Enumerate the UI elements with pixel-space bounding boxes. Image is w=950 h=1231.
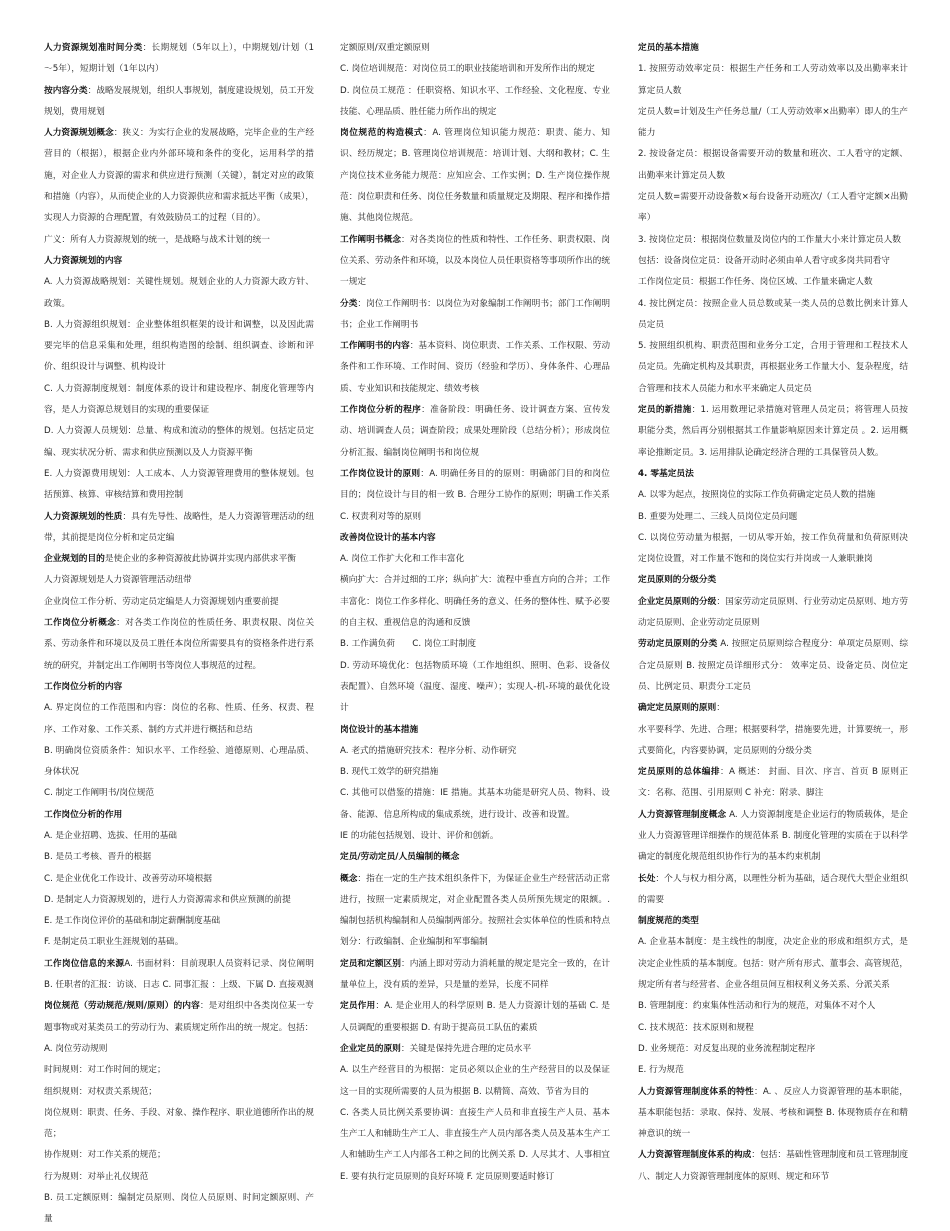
paragraph [44,805,314,826]
body-text: B. 重要为处理二、三线人员岗位定员问题 [638,511,798,522]
paragraph [44,1060,314,1081]
body-text: D. 劳动环境优化：包括物质环境（工作地组织、照明、色彩、设备仪表配置）、自然环境（温度、湿度、噪声）；实现人-机-环境的最优化设计 [340,660,610,714]
body-text: ：A. 是企业用人的科学原则 B. 是人力资源计划的基础 C. 是人员调配的重要根据 D. 有助于提高员工队伍的素质 [340,1001,610,1033]
paragraph [638,400,908,464]
paragraph [44,890,314,911]
body-text: ： [716,703,725,714]
body-text: A. 按照定员原则综合程度分：单项定员原则、综合定员原则 B. 按照定员详细形式分： 效率定员、设备定员、岗位定员、比例定员、职责分工定员 [638,639,909,692]
body-text: A. 企业基本制度：是主线性的制度，决定企业的形成和组织方式，是决定企业性质的基本制度。包括：财产所有形式、董事会、高管规范，规定所有者与经营者、企业各组员间互相权利义务关系、分派关系 [638,937,908,991]
bold-heading: 分类 [340,298,358,309]
paragraph [44,911,314,932]
paragraph [638,911,908,932]
body-text: E. 是工作岗位评价的基础和制定薪酬制度基础 [44,916,221,927]
body-text: A. 岗位工作扩大化和工作丰富化 [340,554,465,565]
paragraph [44,613,314,677]
paragraph [340,996,610,1039]
bold-heading: 工作岗位设计的原则 [340,468,421,479]
body-text: 定员人数=需要开动设备数×每台设备开动班次/（工人看守定额×出勤率） [638,192,908,224]
body-text: B. 现代工效学的研究措施 [340,767,439,778]
bold-heading: 长处 [638,873,656,884]
body-text: ：A 概述： 封面、目次、序言、首页 B 原则正文：名称、范围、引用原则 C 补充：附录、脚注 [638,767,909,799]
body-text: A. 人力资源制度是企业运行的物质载体，是企业人力资源管理详细操作的规范体系 B. 制度化管理的实质在于以科学确定的制度化规范组织协作行为的基本约束机制 [638,809,908,863]
paragraph [44,507,314,550]
body-text: E. 行为规范 [638,1065,684,1076]
paragraph [44,698,314,741]
paragraph [638,720,908,763]
bold-heading: 人力资源管理制度概念 [638,809,727,820]
paragraph [44,464,314,507]
body-text: ：是对组织中各类岗位某一专题事物或对某类员工的劳动行为、素质规定所作出的统一规定。包括： [44,1001,314,1033]
paragraph [340,59,610,80]
paragraph [44,570,314,591]
bold-heading: 工作岗位分析的作用 [44,809,123,820]
body-text: 广义：所有人力资源规划的统一，是战略与战术计划的统一 [44,234,270,245]
body-text: C. 以岗位劳动量为根据，一切从零开始，按工作负荷量和负荷原则决定岗位设置，对工作量不饱和的岗位实行并岗或一人兼职兼岗 [638,532,908,565]
bold-heading: 定员原则的总体编排 [638,767,720,778]
body-text: B. 管理制度：约束集体性活动和行为的规范，对集体不对个人 [638,1001,876,1012]
bold-heading: 概念 [340,873,358,884]
paragraph [340,464,610,528]
paragraph [638,528,908,571]
paragraph [340,762,610,783]
paragraph [340,847,610,868]
body-text: ：狭义：为实行企业的发展战略，完毕企业的生产经营目的（根据），根据企业内外部环境和条件的变化，运用科学的措施，对企业人力资源的需求和供应进行预测（关键），制定对应的政策和措施（内容），从而使企业的人力资源供应和需求抵达平衡（成果），实现人力资源的合理配置，有效鼓励员工的过程（目的）。 [44,128,315,224]
paragraph [638,38,908,59]
body-text: C. 是企业优化工作设计、改善劳动环境根据 [44,873,212,884]
body-text: ：个人与权力相分离，以理性分析为基础，适合现代大型企业组织的需要 [638,873,909,905]
bold-heading: 劳动定员原则的分类 [638,639,718,650]
bold-heading: 人力资源管理制度体系的特性 [638,1086,754,1097]
body-text: A. 以生产经营目的为根据：定员必须以企业的生产经营目的以及保证这一目的实现所需要的人员为根据 B. 以精简、高效、节省为目的 [340,1065,610,1097]
body-text: 横向扩大：合并过细的工序；纵向扩大：流程中垂直方向的合并；工作丰富化：岗位工作多样化、明确任务的意义、任务的整体性、赋予必要的自主权、重视信息的沟通和反馈 [340,575,610,629]
bold-heading: 定员的新措施 [638,405,692,416]
body-text: B. 明确岗位资质条件：知识水平、工作经验、道德原则、心理品质、身体状况 [44,745,314,778]
body-text: 水平要科学、先进、合理；根据要科学，措施要先进，计算要统一，形式要简化，内容要协调，定员原则的分级分类 [638,724,908,756]
paragraph [340,869,610,954]
body-text: 岗位规则：职责、任务、手段、对象、操作程序、职业道德所作出的规范； [44,1107,314,1140]
paragraph [44,1082,314,1103]
body-text: 是使企业的多种资源彼此协调并实现内部供求平衡 [104,554,296,565]
bold-heading: 人力资源管理制度体系的构成 [638,1150,752,1161]
body-text: 企业岗位工作分析、劳动定员定编是人力资源规划内重要前提 [44,596,279,607]
body-text: D. 人力资源人员规划：总量、构成和流动的整体的规划。包括定员定编、现实状况分析、需求和供应预测以及人力资源平衡 [44,426,314,458]
paragraph [44,379,314,422]
bold-heading: 工作阐明书的内容 [340,341,410,352]
paragraph [340,123,610,229]
body-text: ：指在一定的生产技术组织条件下，为保证企业生产经营活动正常进行，按照一定素质规定，对企业配置各类人员所预先规定的限额。.编制包括机构编制和人员编制两部分。按照社会实体单位的性质和特点划分：行政编制、企业编制和军事编制 [340,873,611,948]
bold-heading: 企业定员原则的分级 [638,596,717,607]
body-text: 定额原则/双重定额原则 [340,43,430,53]
bold-heading: 人力资源规划准时间分类 [44,43,143,53]
body-text: D. 岗位员工规范 ：任职资格、知识水平、工作经验、文化程度、专业技能、心理品质、胜任能力所作出的规定 [340,85,610,117]
paragraph [44,251,314,272]
paragraph [638,634,908,698]
bold-heading: 按内容分类 [44,85,88,96]
body-text: A. 岗位劳动规则 [44,1043,108,1054]
body-text: C. 岗位培训规范：对岗位员工的职业技能培训和开发所作出的规定 [340,64,595,75]
bold-heading: 企业定员的原则 [340,1043,401,1054]
paragraph [638,698,908,719]
bold-heading: 工作岗位分析的程序 [340,405,422,416]
bold-heading: 工作阐明书概念 [340,234,401,245]
body-text: B. 人力资源组织规划：企业整体组织框架的设计和调整，以及因此需要完毕的信息采集和处理，组织构造图的绘制、组织调查、诊断和评价、组织设计与调整、机构设计 [44,319,314,373]
paragraph [44,1103,314,1146]
paragraph [340,1103,610,1188]
paragraph [638,1145,908,1188]
body-text: ：包括：基础性管理制度和员工管理制度八、制定人力资源管理制度体的原则、规定和环节 [638,1150,909,1182]
body-text: ：准备阶段：明确任务、设计调查方案、宣传发动、培训调查人员；调查阶段；成果处理阶段（总结分析）；形成岗位分析汇报、编制岗位阐明书和岗位规 [340,405,611,458]
body-text: C. 其他可以借鉴的措施：IE 措施。其基本功能是研究人员、物料、设备、能源、信息所构成的集成系统，进行设计、改善和设置。 [340,788,610,820]
paragraph [638,251,908,272]
paragraph [638,1060,908,1081]
paragraph [638,187,908,230]
paragraph [638,762,908,805]
paragraph [638,996,908,1017]
body-text: ：具有先导性、战略性，是人力资源管理活动的纽带，其前提是岗位分析和定员定编 [44,511,315,543]
paragraph [340,230,610,294]
bold-heading: 人力资源规划的性质 [44,511,123,522]
paragraph [340,954,610,997]
paragraph [44,123,314,229]
body-text: D. 是制定人力资源规划的，进行人力资源需求和供应预测的前提 [44,894,291,905]
bold-heading: 定员和定额区别 [340,958,401,969]
paragraph [638,1082,908,1146]
paragraph [44,230,314,251]
body-text: A. 界定岗位的工作范围和内容：岗位的名称、性质、任务、权责、程序、工作对象、工作关系、制约方式并进行概括和总结 [44,703,314,735]
body-text: C. 各类人员比例关系要协调：直接生产人员和非直接生产人员、基本生产工人和辅助生产工人、非直接生产人员内部各类人员及基本生产工人和辅助生产工人内部各工种之间的比例关系 D. 人尽其才、人事相宜 E. 要有执行定员原则的良好环境 F. 定员原则要适时修订 [340,1107,610,1182]
paragraph [638,570,908,591]
body-text: C. 技术规范：技术原则和规程 [638,1022,754,1033]
body-text: F. 是制定员工职业生涯规划的基础。 [44,937,184,948]
paragraph [638,1039,908,1060]
body-text: ：战略发展规划，组织人事规划，制度建设规划，员工开发规划，费用规划 [44,85,315,117]
paragraph [44,1167,314,1188]
body-text: A. 老式的措施研究技术：程序分析、动作研究 [340,745,517,756]
paragraph [638,230,908,251]
bold-heading: 岗位设计的基本措施 [340,724,419,735]
paragraph [340,656,610,720]
paragraph [44,932,314,953]
paragraph [44,1188,314,1231]
body-text: A. 书面材料：目前现职人员资料记录、岗位阐明 B. 任职者的汇报：访谈、日志 C. 同事汇报 ：上级、下属 D. 直接观测 [44,958,314,991]
paragraph [340,1039,610,1060]
paragraph [340,294,610,337]
paragraph [44,783,314,804]
bold-heading: 制度规范的类型 [638,916,699,927]
paragraph [44,315,314,379]
body-text: ：对各类工作岗位的性质任务、职责权限、岗位关系、劳动条件和环境以及员工胜任本岗位所需要具有的资格条件进行系统的研究，并制定出工作阐明书等岗位人事规范的过程。 [44,618,315,671]
bold-heading: 确定定员原则的原则 [638,703,717,714]
body-text: D. 业务规范：对反复出现的业务流程制定程序 [638,1043,816,1054]
paragraph [44,996,314,1039]
body-text: ：基本资料、岗位职责、工作关系、工作权限、劳动条件和工作环境、工作时间、资历（经验和学历）、身体条件、心理品质、专业知识和技能规定、绩效考核 [340,341,611,394]
body-text: 定员人数=计划及生产任务总量/（工人劳动效率×出勤率）即人的生产能力 [638,106,908,139]
paragraph [340,720,610,741]
body-text: ：内涵上即对劳动力消耗量的规定是完全一致的，在计量单位上，没有质的差异，只是量的差异，长度不同样 [340,958,611,991]
paragraph [340,783,610,826]
bold-heading: 工作岗位分析概念 [44,618,117,629]
paragraph [44,847,314,868]
body-text: C. 制定工作阐明书/岗位规范 [44,788,155,799]
paragraph [340,1060,610,1103]
body-text: ：A. 明确任务目的的原则：明确部门目的和岗位目的；岗位设计与目的相一致 B. 合理分工协作的原则；明确工作关系 C. 权责利对等的原则 [340,468,610,522]
paragraph [638,592,908,635]
bold-heading: 4. 零基定员法 [638,468,694,479]
bold-heading: 岗位规范（劳动规范/规则/原则）的内容 [44,1001,200,1012]
bold-heading: 工作岗位分析的内容 [44,681,123,692]
body-text: ：A. 管理岗位知识能力规范：职责、能力、知识、经历规定；B. 管理岗位培训规范：培训计划、大纲和教材；C. 生产岗位技术业务能力规范：应知应会、工作实例；D. 生产岗位操作规范：岗位职责和任务、岗位任务数量和质量规定及期限、程序和操作措施、其他岗位规范。 [340,128,610,224]
paragraph [340,528,610,549]
paragraph [44,421,314,464]
paragraph [340,400,610,464]
body-text: 组织规则：对权责关系规范； [44,1086,157,1097]
paragraph [340,570,610,634]
body-text: ：国家劳动定员原则、行业劳动定员原则、地方劳动定员原则、企业劳动定员原则 [638,596,909,629]
paragraph [638,336,908,400]
paragraph [638,464,908,485]
body-text: 工作岗位定员：根据工作任务、岗位区域、工作量来确定人数 [638,277,873,288]
paragraph [44,677,314,698]
paragraph [44,741,314,784]
bold-heading: 改善岗位设计的基本内容 [340,532,436,543]
paragraph [44,826,314,847]
paragraph [44,869,314,890]
paragraph [638,102,908,145]
paragraph [638,869,908,912]
paragraph [44,1145,314,1166]
body-text: 行为规则：对举止礼仪规范 [44,1171,149,1182]
bold-heading: 人力资源规划的内容 [44,255,123,266]
body-text: 1. 按照劳动效率定员：根据生产任务和工人劳动效率以及出勤率来计算定员人数 [638,64,908,96]
paragraph [638,485,908,506]
body-text: B. 是员工考核、晋升的根据 [44,852,152,863]
body-text: ：A. 、反应人力资源管理的基本职能，基本职能包括：录取、保持、发展、考核和调整 B. 体现物质存在和精神意识的统一 [638,1086,908,1140]
paragraph [638,507,908,528]
body-text: 3. 按岗位定员：根据岗位数量及岗位内的工作量大小来计算定员人数 [638,234,901,245]
body-text: 2. 按设备定员：根据设备需要开动的数量和班次、工人看守的定额、出勤率来计算定员人数 [638,149,908,181]
body-text: 时间规则：对工作时间的规定； [44,1065,166,1076]
body-text: B. 员工定额原则：编制定员原则、岗位人员原则、时间定额原则、产量 [44,1193,314,1225]
body-text: A. 人力资源战略规划：关键性规划。规划企业的人力资源大政方针、政策。 [44,277,314,309]
body-text: ：1. 运用数理记录措施对管理人员定员；将管理人员按职能分类，然后再分别根据其工作量影响原因来计算定员 。2. 运用概率论推断定员。3. 运用排队论确定经济合理的工具保管员人数。 [638,405,908,458]
paragraph [638,805,908,869]
text-column-middle [340,38,610,1188]
paragraph [638,294,908,337]
body-text: 包括：设备岗位定员：设备开动时必须由单人看守或多岗共同看守 [638,255,890,266]
paragraph [638,59,908,102]
paragraph [44,592,314,613]
paragraph [44,549,314,570]
body-text: ：长期规划（5年以上），中期规划/计划（1～5年），短期计划（1年以内） [44,43,315,75]
bold-heading: 定员原则的分级分类 [638,575,717,586]
body-text: C. 人力资源制度规划：制度体系的设计和建设程序、制度化管理等内容，是人力资源总规划目的实现的重要保证 [44,383,314,416]
body-text: 人力资源规划是人力资源管理活动纽带 [44,575,192,586]
paragraph [340,38,610,59]
body-text: 5. 按照组织机构、职责范围和业务分工定，合用于管理和工程技术人员定员。先确定机构及其职责，再根据业务工作量大小、复杂程度，结合管理和技术人员能力和水平来确定人员定员 [638,341,908,394]
paragraph [638,1018,908,1039]
paragraph [340,81,610,124]
paragraph [44,1039,314,1060]
paragraph [340,549,610,570]
paragraph [340,634,610,655]
text-column-right [638,38,908,1188]
body-text: IE 的功能包括规划、设计、评价和创新。 [340,830,499,841]
paragraph [44,954,314,997]
body-text: ：对各类岗位的性质和特性、工作任务、职责权限、岗位关系、劳动条件和环境，以及本岗位人员任职资格等事项所作出的统一规定 [340,234,611,288]
body-text: 4. 按比例定员：按照企业人员总数或某一类人员的总数比例来计算人员定员 [638,298,908,330]
paragraph [340,741,610,762]
body-text: A. 是企业招聘、选拔、任用的基础 [44,830,177,841]
bold-heading: 定员作用 [340,1001,376,1012]
body-text: B. 工作满负荷 C. 岗位工时制度 [340,639,477,650]
paragraph [340,336,610,400]
paragraph [638,932,908,996]
paragraph [638,144,908,187]
body-text: ：岗位工作阐明书：以岗位为对象编制工作阐明书；部门工作阐明书；企业工作阐明书 [340,298,611,330]
bold-heading: 工作岗位信息的来源 [44,958,125,969]
body-text: A. 以零为起点，按照岗位的实际工作负荷确定定员人数的措施 [638,490,876,501]
body-text: ：关键是保持先进合理的定员水平 [400,1043,532,1054]
bold-heading: 岗位规范的构造模式 [340,128,424,139]
paragraph [44,81,314,124]
paragraph [44,272,314,315]
text-column-left [44,38,314,1231]
paragraph [44,38,314,81]
bold-heading: 定员的基本措施 [638,43,699,53]
paragraph [638,272,908,293]
bold-heading: 人力资源规划概念 [44,128,114,139]
bold-heading: 企业规划的目的 [44,554,105,565]
body-text: 协作规则：对工作关系的规范； [44,1150,166,1161]
body-text: E. 人力资源费用规划：人工成本、人力资源管理费用的整体规划。包括预算、核算、审核结算和费用控制 [44,468,314,501]
bold-heading: 定员/劳动定员/人员编制的概念 [340,852,460,863]
paragraph [340,826,610,847]
